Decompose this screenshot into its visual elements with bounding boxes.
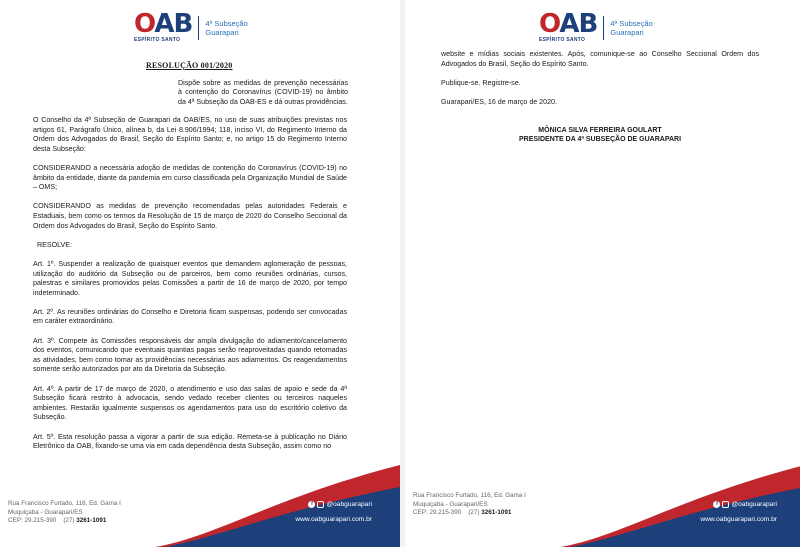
phone-ddd: (27) <box>63 516 75 524</box>
logo-section-line2: Guarapari <box>205 27 239 37</box>
paragraph-publique: Publique-se. Registre-se. <box>441 78 521 87</box>
address-line-1: Rua Francisco Furtado, 116, Ed. Gama I <box>413 492 526 500</box>
facebook-icon: f <box>308 501 315 508</box>
oab-logo-text: OAB <box>134 9 193 39</box>
logo-section-line2: Guarapari <box>610 27 644 37</box>
paragraph-considerando-2: CONSIDERANDO as medidas de prevenção recomendadas pelas autoridades Federais e Estaduais, bem como os termos da Resolução de 15 de março de 2020 do Conselho Seccional da Ordem dos Advogados do Brasil, Seção do Espírito Santo. <box>33 202 347 230</box>
paragraph-art-4: Art. 4º. A partir de 17 de março de 2020, o atendimento e uso das salas de apoio e sede da 4ª Subseção ficará restrito à advocacia, sendo vedado receber clientes ou terceiros naqueles ambientes. Restarão igualmente suspensos os agendamentos para uso do escritório coletivo da Subseção. <box>33 384 347 422</box>
paragraph-art-5-continued: website e mídias sociais existentes. Após, comunique-se ao Conselho Seccional Ordem dos Advogados do Brasil, Seção do Espírito Santo. <box>441 50 759 68</box>
address-cep: CEP: 29.215-390 <box>413 508 462 516</box>
paragraph-date: Guarapari/ES, 16 de março de 2020. <box>441 97 557 106</box>
phone-number: 3261-1091 <box>76 516 107 524</box>
logo-section <box>205 19 247 37</box>
address-contact <box>8 517 121 525</box>
phone-ddd: (27) <box>468 508 480 516</box>
logo-section-line1: 4ª Subseção <box>205 18 248 28</box>
paragraph-art-3: Art. 3º. Compete às Comissões responsáveis dar ampla divulgação do adiamento/cancelamento dos eventos, comunicando que eventuais quantias pagas serão reaproveitadas quando retomadas as atividades, bem como tomar as providências necessárias aos adiamentos. Os reagendamentos somente serão autorizados por ato da Diretoria da Subseção. <box>33 336 347 374</box>
document-page-2 <box>405 0 800 547</box>
oab-logo <box>539 9 653 43</box>
paragraph-art-5: Art. 5º. Esta resolução passa a vigorar a partir de sua edição. Remeta-se à publicação no Diário Eletrônico da OAB, fixando-se uma via em cada dependência desta Subseção, assim como no <box>33 432 347 451</box>
oab-logo <box>134 9 248 43</box>
signature-name: MÔNICA SILVA FERREIRA GOULART <box>538 127 662 134</box>
social-handle: @oabguarapari <box>731 501 777 508</box>
resolution-body-continued <box>441 50 759 117</box>
paragraph-preamble: O Conselho da 4ª Subseção de Guarapari da OAB/ES, no uso de suas atribuições previstas nos artigos 61, Parágrafo Único, alínea b, da Lei 8.906/1994; 118, inciso VI, do Regimento Interno da Ordem dos Advogados do Brasil, Seção do Espírito Santo; e, no artigo 15 do Regimento Interno desta Subseção: <box>33 116 347 153</box>
address-contact <box>413 509 526 517</box>
resolution-title: RESOLUÇÃO 001/2020 <box>146 61 233 70</box>
address-line-2: Muquiçaba - Guarapari/ES <box>413 500 488 508</box>
oab-logo-sub: ESPÍRITO SANTO <box>134 37 181 43</box>
signature-role: PRESIDENTE DA 4ª SUBSEÇÃO DE GUARAPARI <box>518 136 682 143</box>
facebook-icon: f <box>713 501 720 508</box>
footer-address <box>8 500 121 525</box>
oab-logo-sub: ESPÍRITO SANTO <box>539 37 586 43</box>
instagram-icon <box>722 501 729 508</box>
oab-logo-mark <box>539 9 598 43</box>
footer-address <box>413 492 526 517</box>
footer-website: www.oabguarapari.com.br <box>700 516 777 523</box>
address-line-2: Muquiçaba - Guarapari/ES <box>8 508 83 516</box>
address-line-1: Rua Francisco Furtado, 116, Ed. Gama I <box>8 500 121 508</box>
footer-social <box>713 501 777 508</box>
oab-logo-mark <box>134 9 193 43</box>
logo-section-line1: 4ª Subseção <box>610 18 653 28</box>
footer-social <box>308 501 372 508</box>
logo-divider <box>198 16 199 40</box>
paragraph-art-1: Art. 1º. Suspender a realização de quaisquer eventos que demandem aglomeração de pessoas, utilização do auditório da Subseção ou de parceiros, bem como reuniões ordinárias, cursos, palestras e similares promovidos pelas Comissões a partir de 16 de março de 2020, por tempo indeterminado. <box>33 259 347 297</box>
paragraph-resolve: RESOLVE: <box>37 240 72 249</box>
social-handle: @oabguarapari <box>326 501 372 508</box>
resolution-body <box>33 116 347 461</box>
resolution-ementa: Dispõe sobre as medidas de prevenção necessárias à contenção do Coronavírus (COVID-19) no âmbito da 4ª Subseção da OAB-ES e dá outras providências. <box>178 79 348 106</box>
phone-number: 3261-1091 <box>481 508 512 516</box>
paragraph-art-2: Art. 2º. As reuniões ordinárias do Conselho e Diretoria ficam suspensas, podendo ser convocadas em caráter extraordinário. <box>33 307 347 326</box>
logo-divider <box>603 16 604 40</box>
address-cep: CEP: 29.215-390 <box>8 516 57 524</box>
logo-section <box>610 19 652 37</box>
paragraph-considerando-1: CONSIDERANDO a necessária adoção de medidas de contenção do Coronavírus (COVID-19) no âmbito da entidade, diante da pandemia em curso classificada pela Organização Mundial de Saúde – OMS; <box>33 163 347 192</box>
instagram-icon <box>317 501 324 508</box>
signature-block <box>441 126 759 144</box>
footer-website: www.oabguarapari.com.br <box>295 516 372 523</box>
oab-logo-text: OAB <box>539 9 598 39</box>
